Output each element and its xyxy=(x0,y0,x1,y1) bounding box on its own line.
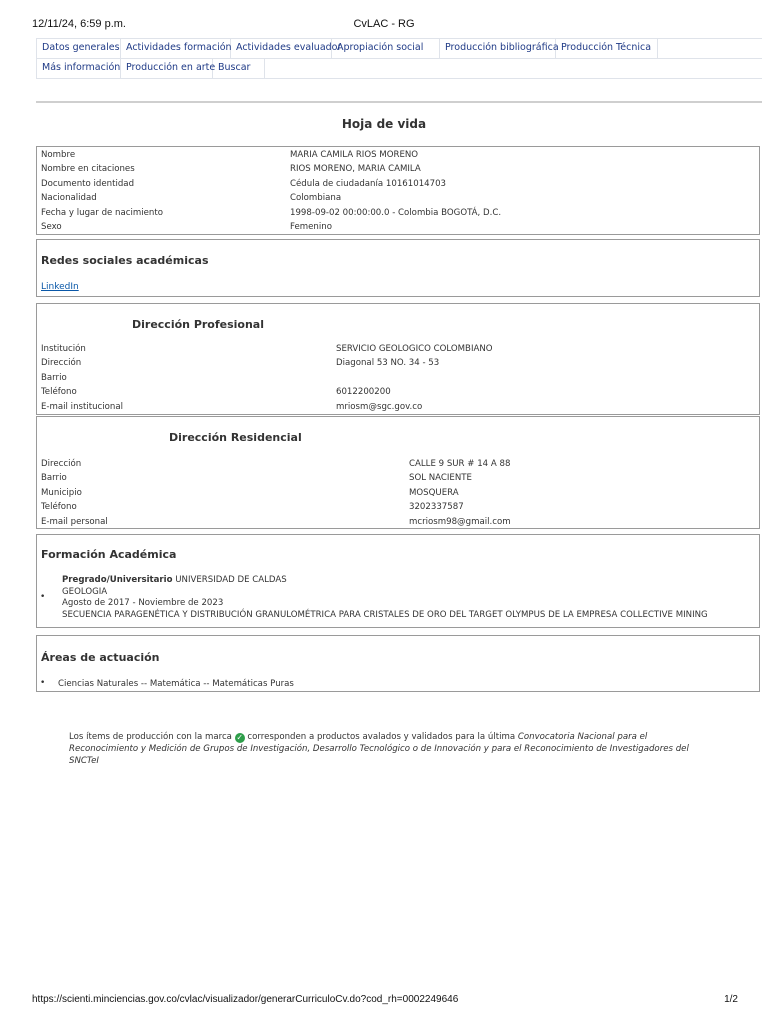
education-entry xyxy=(62,575,708,621)
field-value: 3202337587 xyxy=(409,502,464,513)
residential-row xyxy=(37,457,759,471)
personal-row xyxy=(37,162,759,176)
field-label: Dirección xyxy=(41,358,82,369)
field-value: RIOS MORENO, MARIA CAMILA xyxy=(290,164,421,175)
print-timestamp: 12/11/24, 6:59 p.m. xyxy=(32,18,126,30)
bullet-icon: • xyxy=(40,678,46,688)
field-label: Nombre xyxy=(41,150,76,160)
field-label: Institución xyxy=(41,344,86,354)
education-box xyxy=(36,534,760,628)
nav-actividades-formacion[interactable]: Actividades formación xyxy=(121,39,231,58)
section-title-social: Redes sociales académicas xyxy=(41,254,209,267)
field-value: 6012200200 xyxy=(336,387,391,398)
field-label: Barrio xyxy=(41,372,67,383)
field-label: Dirección xyxy=(41,459,82,469)
field-label: Fecha y lugar de nacimiento xyxy=(41,207,163,218)
social-networks-box xyxy=(36,239,760,297)
personal-row xyxy=(37,191,759,205)
personal-row xyxy=(37,177,759,191)
nav-actividades-evaluador[interactable]: Actividades evaluador xyxy=(231,39,332,58)
field-value: Colombiana xyxy=(290,193,342,204)
note-text-1: Los ítems de producción con la marca xyxy=(69,732,235,742)
field-value: mcriosm98@gmail.com xyxy=(409,516,511,527)
field-value: Diagonal 53 NO. 34 - 53 xyxy=(336,358,440,369)
nav-row-1 xyxy=(36,38,762,59)
personal-row xyxy=(37,148,759,162)
nav-apropiacion-social[interactable]: Apropiación social xyxy=(332,39,440,58)
professional-address-box xyxy=(36,303,760,415)
field-value: CALLE 9 SUR # 14 A 88 xyxy=(409,459,511,469)
note-italic: Convocatoria Nacional para el Reconocimiento y Medición de Grupos de Investigación, Desarrollo Tecnológico o de Innovación y para el Reconocimiento de Investigadores del SNCTeI xyxy=(69,732,689,766)
field-label: E-mail institucional xyxy=(41,401,124,412)
nav-produccion-bibliografica[interactable]: Producción bibliográfica xyxy=(440,39,556,58)
field-label: Barrio xyxy=(41,473,67,484)
field-label: Municipio xyxy=(41,487,82,498)
section-title-areas: Áreas de actuación xyxy=(41,651,160,664)
personal-row xyxy=(37,206,759,220)
nav-produccion-arte[interactable]: Producción en arte xyxy=(121,59,213,78)
field-label: Teléfono xyxy=(41,502,77,513)
header-divider xyxy=(36,101,762,103)
residential-row xyxy=(37,486,759,500)
field-label: Sexo xyxy=(41,221,62,232)
bullet-icon: • xyxy=(40,592,46,602)
field-value: MARIA CAMILA RIOS MORENO xyxy=(290,150,419,160)
areas-box xyxy=(36,635,760,692)
field-value: MOSQUERA xyxy=(409,487,459,498)
education-institution: UNIVERSIDAD DE CALDAS xyxy=(175,575,287,585)
field-label: E-mail personal xyxy=(41,516,108,527)
professional-row xyxy=(37,400,759,414)
residential-row xyxy=(37,500,759,514)
residential-address-box xyxy=(36,416,760,529)
field-label: Nombre en citaciones xyxy=(41,164,135,175)
print-document-title: CvLAC - RG xyxy=(353,18,415,30)
field-value: 1998-09-02 00:00:00.0 - Colombia BOGOTÁ, D.C. xyxy=(290,207,502,218)
nav-row-2 xyxy=(36,59,762,79)
education-thesis: SECUENCIA PARAGENÉTICA Y DISTRIBUCIÓN GRANULOMÉTRICA PARA CRISTALES DE ORO DEL TARGET OLYMPUS DE LA EMPRESA COLLECTIVE MINING xyxy=(62,609,708,620)
print-page-number: 1/2 xyxy=(724,994,738,1005)
education-level: Pregrado/Universitario xyxy=(62,575,173,585)
personal-row xyxy=(37,220,759,234)
field-value: Cédula de ciudadanía 10161014703 xyxy=(290,178,447,189)
nav-datos-generales[interactable]: Datos generales xyxy=(36,39,121,58)
print-header xyxy=(0,18,768,34)
nav-mas-informacion[interactable]: Más información xyxy=(36,59,121,78)
areas-item: Ciencias Naturales -- Matemática -- Matemáticas Puras xyxy=(58,679,294,689)
professional-row xyxy=(37,342,759,356)
field-label: Documento identidad xyxy=(41,178,135,189)
field-label: Nacionalidad xyxy=(41,193,97,204)
education-program: GEOLOGIA xyxy=(62,586,108,597)
note-text-2: corresponden a productos avalados y validados para la última xyxy=(244,732,518,742)
field-value: SERVICIO GEOLOGICO COLOMBIANO xyxy=(336,344,493,354)
section-title-education: Formación Académica xyxy=(41,548,177,561)
section-title-residential: Dirección Residencial xyxy=(169,431,302,444)
print-footer xyxy=(0,994,768,1010)
residential-row xyxy=(37,471,759,485)
validation-note xyxy=(69,731,719,767)
nav-buscar[interactable]: Buscar xyxy=(213,59,265,78)
personal-data-box xyxy=(36,146,760,235)
education-dates: Agosto de 2017 - Noviembre de 2023 xyxy=(62,598,224,609)
check-circle-icon: ✓ xyxy=(236,733,244,742)
professional-row xyxy=(37,385,759,399)
field-value: mriosm@sgc.gov.co xyxy=(336,401,423,412)
page-title: Hoja de vida xyxy=(341,117,427,131)
residential-rows xyxy=(37,457,759,529)
nav-produccion-tecnica[interactable]: Producción Técnica xyxy=(556,39,658,58)
residential-row xyxy=(37,515,759,529)
linkedin-link[interactable]: LinkedIn xyxy=(41,282,79,292)
main-nav xyxy=(36,38,762,79)
field-label: Teléfono xyxy=(41,387,77,398)
field-value: Femenino xyxy=(290,221,332,232)
professional-rows xyxy=(37,342,759,414)
print-url: https://scienti.minciencias.gov.co/cvlac/visualizador/generarCurriculoCv.do?cod_rh=0002249646 xyxy=(32,994,459,1005)
professional-row xyxy=(37,356,759,370)
field-value: SOL NACIENTE xyxy=(409,473,472,484)
professional-row xyxy=(37,371,759,385)
section-title-professional: Dirección Profesional xyxy=(132,318,265,331)
